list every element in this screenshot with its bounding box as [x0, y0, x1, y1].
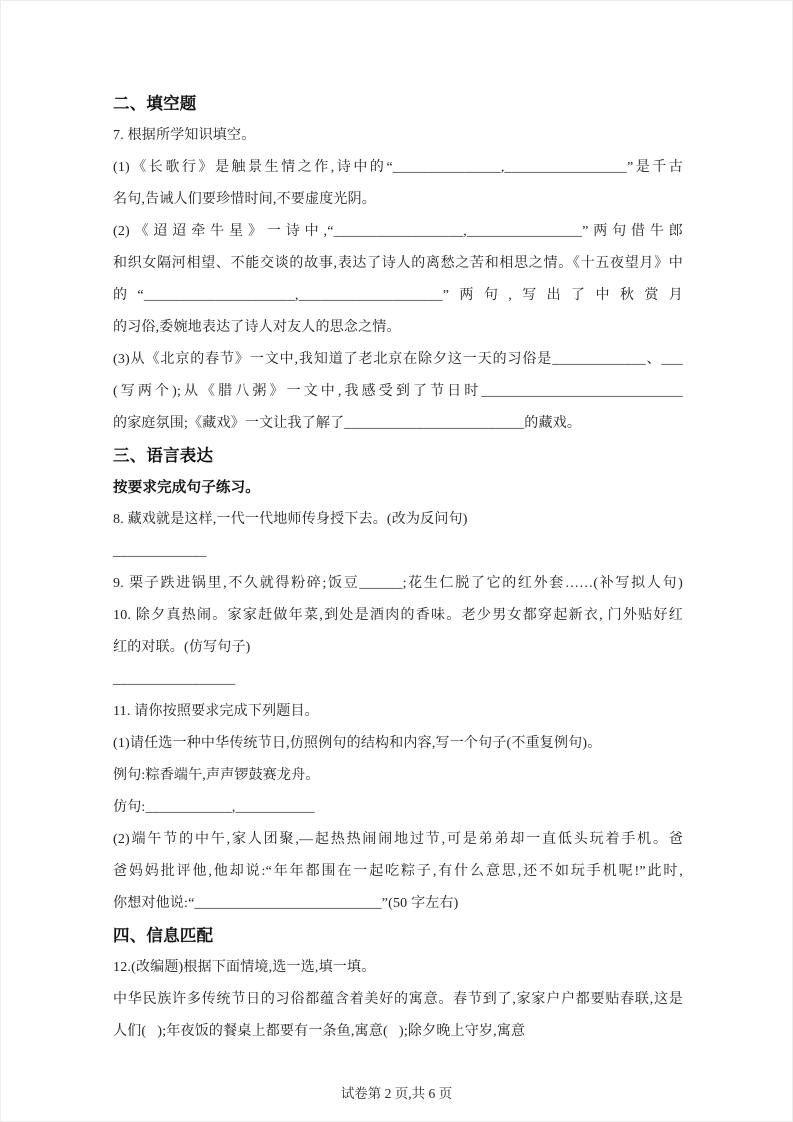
- section-3-heading: 三、语言表达: [113, 447, 214, 465]
- q12-line-2: 人们( );年夜饭的餐桌上都要有一条鱼,寓意( );除夕晚上守岁,寓意: [113, 1024, 526, 1039]
- q12-intro: 12.(改编题)根据下面情境,选一选,填一填。: [113, 960, 376, 975]
- q7-intro: 7. 根据所学知识填空。: [113, 128, 256, 143]
- q10-line-1: 10. 除夕真热闹。家家赶做年菜,到处是酒肉的香味。老少男女都穿起新衣, 门外贴好红: [113, 608, 683, 623]
- q10-line-2: 红的对联。(仿写句子): [113, 640, 251, 655]
- page-footer: 试卷第 2 页,共 6 页: [340, 1086, 453, 1101]
- q8-text: 8. 藏戏就是这样,一代一代地师传身授下去。(改为反问句): [113, 512, 468, 527]
- page-content: [113, 88, 683, 1048]
- q7-2-line-1: (2)《迢迢牵牛星》一诗中,“__________________,________________”两句借牛郎: [113, 224, 683, 239]
- q7-2-line-4: 的习俗,委婉地表达了诗人对友人的思念之情。: [113, 320, 401, 335]
- section-4-heading: 四、信息匹配: [113, 927, 214, 945]
- q7-1-line-1: (1)《长歌行》是触景生情之作,诗中的“_______________,_________________”是千古: [113, 160, 683, 175]
- q11-2-line-1: (2)端午节的中午,家人团聚,—起热热闹闹地过节,可是弟弟却一直低头玩着手机。爸: [113, 832, 683, 847]
- q11-1-text: (1)请任选一种中华传统节日,仿照例句的结构和内容,写一个句子(不重复例句)。: [113, 736, 602, 751]
- q10-answer-line: _________________: [113, 672, 236, 687]
- q7-3-line-2: (写两个);从《腊八粥》一文中,我感受到了节日时____________________________: [113, 384, 683, 399]
- q8-answer-line: _____________: [113, 544, 207, 559]
- q11-intro: 11. 请你按照要求完成下列题目。: [113, 704, 319, 719]
- q7-3-line-1: (3)从《北京的春节》一文中,我知道了老北京在除夕这一天的习俗是_____________、___: [113, 352, 683, 367]
- q7-3-line-3: 的家庭氛围;《藏戏》一文让我了解了_________________________的藏戏。: [113, 416, 582, 431]
- section-3-subtitle: 按要求完成句子练习。: [113, 480, 260, 496]
- q11-1-answer-line: 仿句:____________,___________: [113, 800, 315, 815]
- q7-2-line-2: 和织女隔河相望、不能交谈的故事,表达了诗人的离愁之苦和相思之情。《十五夜望月》中: [113, 256, 683, 271]
- section-2-heading: 二、填空题: [113, 95, 197, 113]
- q7-1-line-2: 名句,告诫人们要珍惜时间,不要虚度光阴。: [113, 192, 376, 207]
- q12-line-1: 中华民族许多传统节日的习俗都蕴含着美好的寓意。春节到了,家家户户都要贴春联,这是: [113, 992, 683, 1007]
- q11-1-example: 例句:粽香端午,声声锣鼓赛龙舟。: [113, 768, 320, 783]
- q11-2-line-3: 你想对他说:“__________________________”(50 字左右): [113, 896, 459, 911]
- q11-2-line-2: 爸妈妈批评他,他却说:“年年都围在一起吃粽子,有什么意思,还不如玩手机呢!”此时,: [113, 864, 683, 879]
- q7-2-line-3: 的“_____________________,____________________”两句,写出了中秋赏月: [113, 288, 683, 303]
- q9-text: 9. 栗子跌进锅里,不久就得粉碎;饭豆______;花生仁脱了它的红外套……(补写拟人句): [113, 576, 683, 591]
